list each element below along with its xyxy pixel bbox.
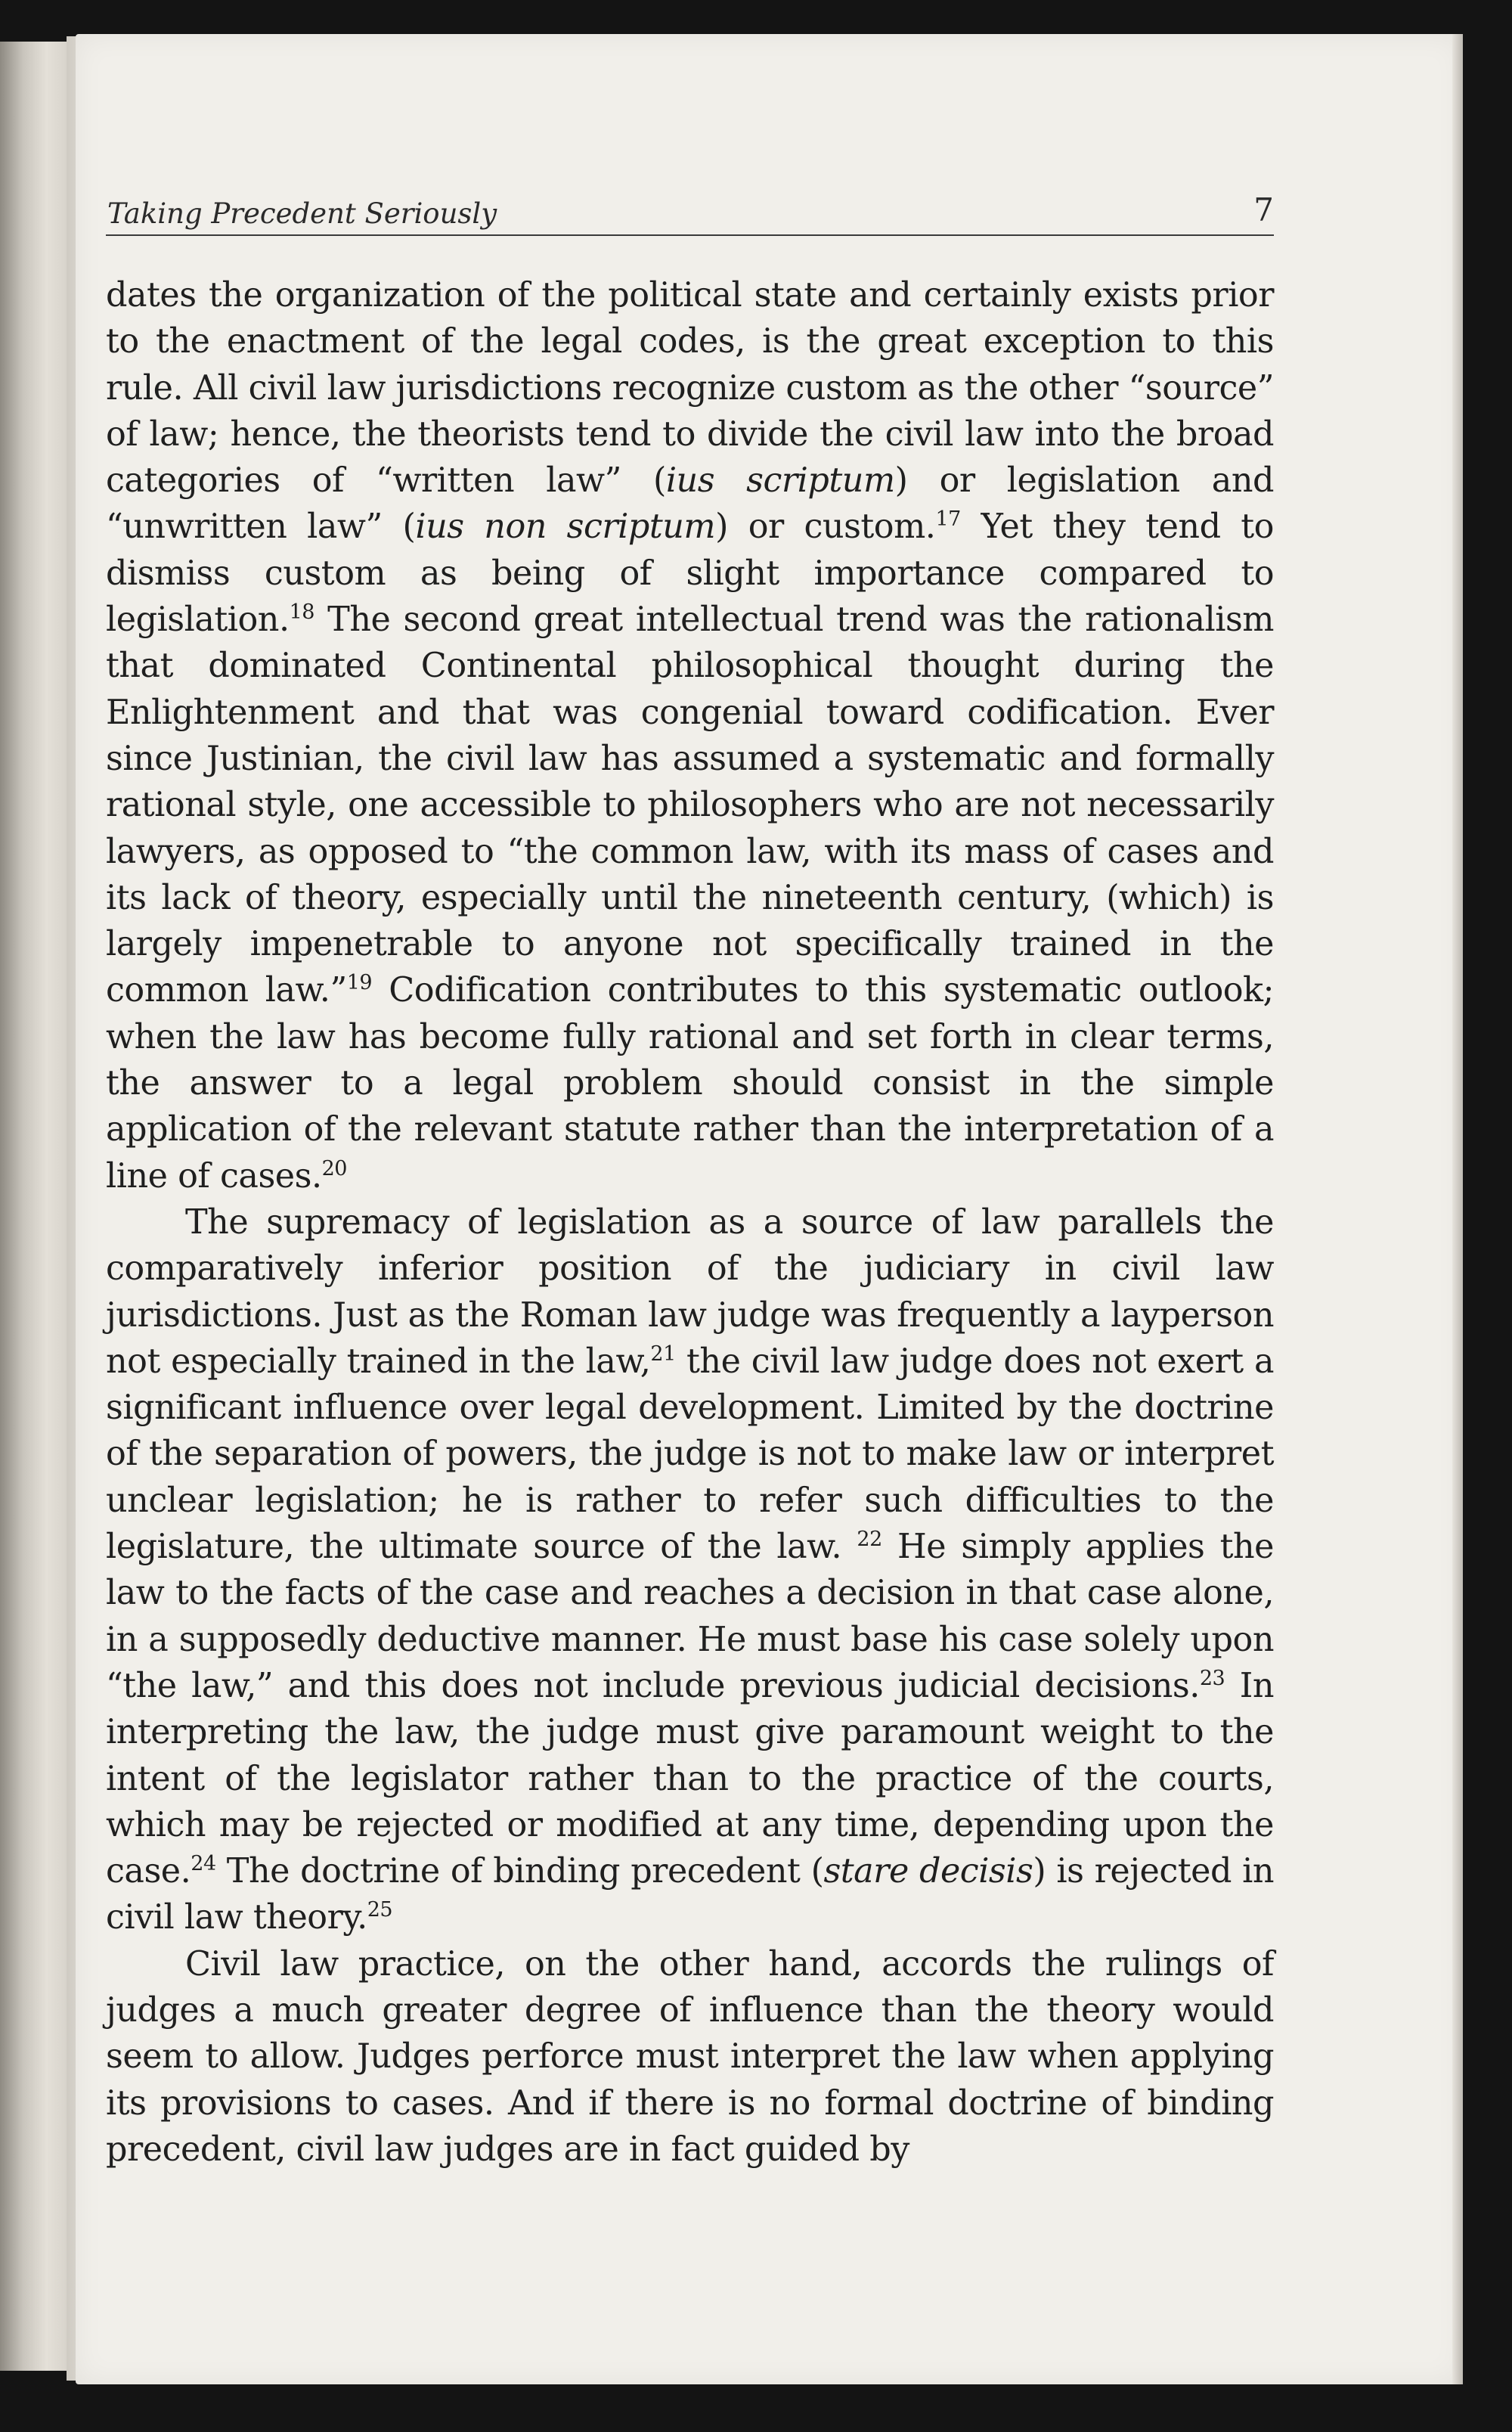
paragraph xyxy=(106,1199,1274,1941)
italic-term: ius non scriptum xyxy=(415,507,716,547)
text-run: ) or custom. xyxy=(715,507,936,547)
text-run: He simply applies the law to the facts of the case and reaches a decision in that case alone, in a supposedly deductive manner. He must base his case solely upon “the law,” and this does not include previous judicial decisions. xyxy=(106,1528,1274,1705)
text-run: The supremacy of legislation as a source of law parallels the comparatively inferior position of the judiciary in civil law jurisdictions. Just as the Roman law judge was frequently a layperson not especially trained in the law, xyxy=(106,1202,1274,1381)
footnote-ref: 20 xyxy=(321,1156,347,1180)
footnote-ref: 22 xyxy=(857,1528,882,1552)
text-run: Yet they tend to dismiss custom as being of slight importance compared to legislation. xyxy=(106,507,1274,640)
text-run: The doctrine of binding precedent ( xyxy=(215,1852,824,1891)
text-run: In interpreting the law, the judge must give paramount weight to the intent of the legislator rather than to the practice of the courts, which may be rejected or modified at any time, depending upon the case. xyxy=(106,1666,1274,1891)
page-number: 7 xyxy=(1253,191,1274,228)
page-header xyxy=(106,159,1274,236)
left-page-edge xyxy=(0,42,67,2371)
italic-term: stare decisis xyxy=(823,1852,1033,1891)
text-run: The second great intellectual trend was the rationalism that dominated Continental philosophical thought during the Enlightenment and that was congenial toward codification. Ever since Justinian, the civil law has assumed a systematic and formally rational style, one accessible to philosophers who are not necessarily lawyers, as opposed to “the common law, with its mass of cases and its lack of theory, especially until the nineteenth century, (which) is largely impenetrable to anyone not specifically trained in the common law.” xyxy=(106,600,1274,1010)
text-run: Civil law practice, on the other hand, accords the rulings of judges a much greater degree of influence than the theory would seem to allow. Judges perforce must interpret the law when applying its provisions to cases. And if there is no formal doctrine of binding precedent, civil law judges are in fact guided by xyxy=(106,1944,1274,2169)
footnote-ref: 21 xyxy=(650,1342,676,1366)
footnote-ref: 24 xyxy=(191,1852,216,1876)
italic-term: ius scriptum xyxy=(665,461,895,501)
right-page-edge xyxy=(1452,34,1463,2384)
body-text xyxy=(106,272,1274,2173)
text-run: dates the organization of the political state and certainly exists prior to the enactment of the legal codes, is the great exception to this rule. All civil law jurisdictions recognize custom as the other “source” of law; hence, the theorists tend to divide the civil law into the broad categories of “written law” ( xyxy=(106,276,1274,501)
paragraph xyxy=(106,1941,1274,2173)
footnote-ref: 18 xyxy=(289,600,314,625)
footnote-ref: 25 xyxy=(367,1898,393,1922)
running-head: Taking Precedent Seriously xyxy=(107,197,497,230)
footnote-ref: 23 xyxy=(1199,1667,1225,1691)
text-run: ) is rejected in civil law theory. xyxy=(106,1852,1275,1937)
footnote-ref: 17 xyxy=(935,507,961,532)
text-run: Codification contributes to this systematic outlook; when the law has become fully rational and set forth in clear terms, the answer to a legal problem should consist in the simple application of the relevant statute rather than the interpretation of a line of cases. xyxy=(106,971,1274,1196)
footnote-ref: 19 xyxy=(346,971,373,995)
text-run: the civil law judge does not exert a significant influence over legal development. Limited by the doctrine of the separation of powers, the judge is not to make law or interpret unclear legislation; he is rather to refer such difficulties to the legislature, the ultimate source of the law. xyxy=(106,1342,1274,1567)
paragraph xyxy=(106,272,1274,1199)
text-run: ) or legislation and “unwritten law” ( xyxy=(106,461,1274,547)
